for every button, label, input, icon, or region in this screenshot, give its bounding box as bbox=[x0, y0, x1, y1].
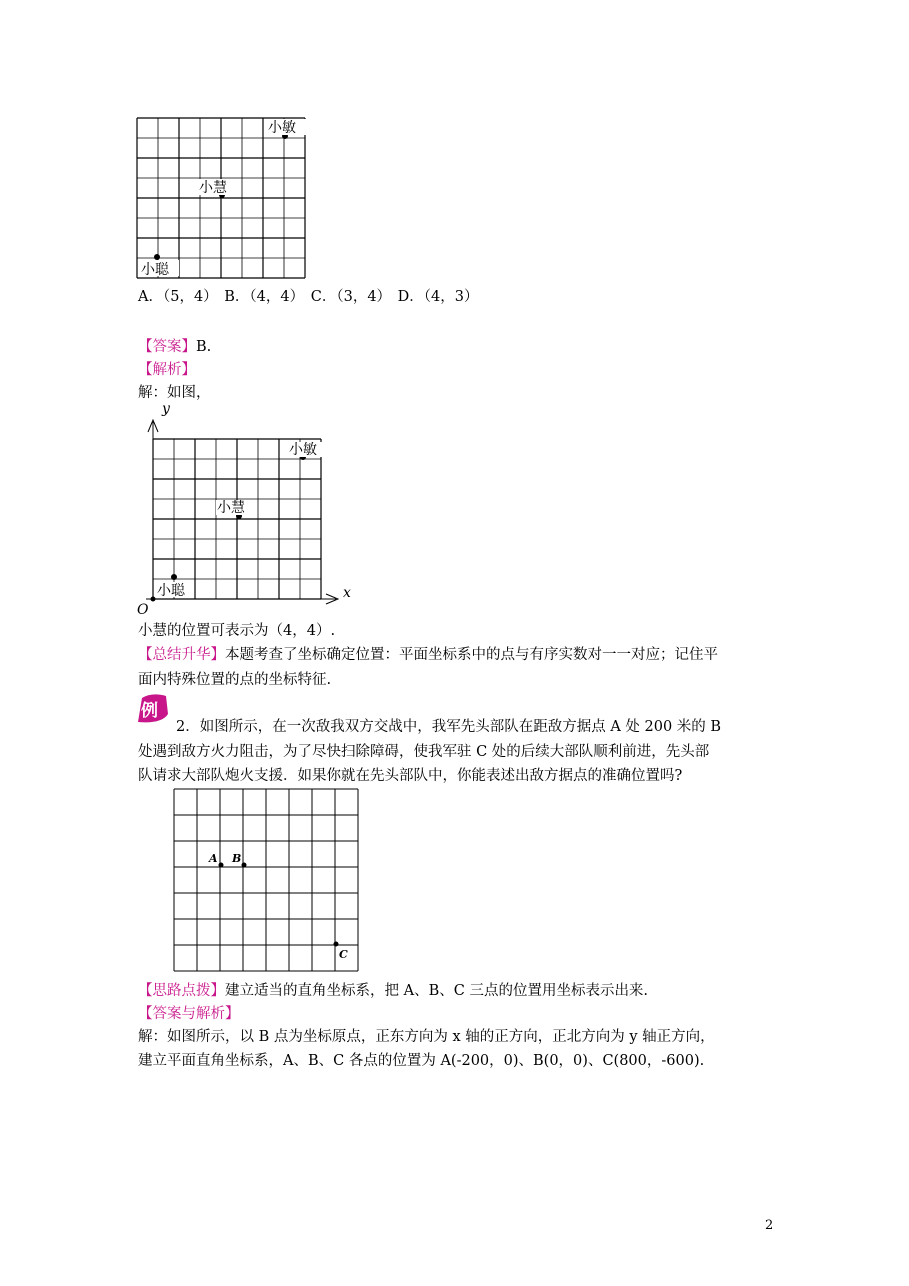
label-c: C bbox=[339, 948, 348, 961]
badge-label: 例 bbox=[141, 701, 158, 721]
answer-analysis-tag: 【答案与解析】 bbox=[138, 1006, 240, 1022]
options-row bbox=[138, 288, 478, 306]
axis-x-label: x bbox=[343, 585, 351, 601]
option-d: D．（4，3） bbox=[397, 289, 479, 305]
answer-tag: 【答案】 bbox=[138, 339, 196, 355]
label-b: B bbox=[232, 852, 242, 865]
solution1-intro: 解：如图， bbox=[138, 385, 211, 401]
analysis-tag: 【解析】 bbox=[138, 362, 196, 378]
example2-line2: 处遇到敌方火力阻击，为了尽快扫除障碍，使我军驻 C 处的后续大部队顺利前进，先头部 bbox=[138, 744, 710, 760]
point-xiaocong bbox=[154, 254, 160, 260]
origin-point bbox=[151, 597, 156, 602]
label-xiaomin: 小敏 bbox=[289, 442, 317, 458]
conclusion1: 小慧的位置可表示为（4，4）. bbox=[138, 623, 336, 639]
point-a bbox=[219, 863, 224, 868]
example2-line1: 2．如图所示，在一次敌我双方交战中，我军先头部队在距敌方据点 A 处 200 米的 B bbox=[176, 719, 722, 735]
answer-text: B. bbox=[196, 339, 212, 355]
label-xiaocong: 小聪 bbox=[157, 583, 185, 599]
label-xiaohui: 小慧 bbox=[217, 500, 245, 516]
example2-line3: 队请求大部队炮火支援．如果你就在先头部队中，你能表述出敌方据点的准确位置吗? bbox=[138, 768, 683, 784]
hint-line bbox=[138, 982, 648, 1000]
origin-label: O bbox=[137, 602, 149, 618]
hint-text: 建立适当的直角坐标系，把 A、B、C 三点的位置用坐标表示出来. bbox=[225, 983, 649, 999]
summary-text1: 本题考查了坐标确定位置：平面坐标系中的点与有序实数对一一对应；记住平 bbox=[225, 647, 718, 663]
example-badge-icon bbox=[134, 692, 170, 726]
label-xiaohui: 小慧 bbox=[199, 180, 227, 196]
summary-tag: 【总结升华】 bbox=[138, 647, 225, 663]
figure1-grid bbox=[136, 117, 308, 279]
figure2-coordinate-plane bbox=[132, 400, 362, 618]
option-c: C．（3，4） bbox=[310, 289, 392, 305]
point-xiaocong bbox=[171, 574, 177, 580]
figure3-grid bbox=[172, 787, 364, 975]
option-a: A．（5，4） bbox=[138, 289, 218, 305]
solution2-line1: 解：如图所示，以 B 点为坐标原点，正东方向为 x 轴的正方向，正北方向为 y 轴正方向， bbox=[138, 1029, 715, 1045]
hint-tag: 【思路点拨】 bbox=[138, 983, 225, 999]
option-b: B．（4，4） bbox=[224, 289, 305, 305]
label-a: A bbox=[209, 852, 218, 865]
point-c bbox=[334, 942, 339, 947]
label-xiaocong: 小聪 bbox=[141, 262, 169, 278]
label-xiaomin: 小敏 bbox=[268, 120, 296, 136]
solution2-line2: 建立平面直角坐标系，A、B、C 各点的位置为 A(-200，0)、B(0，0)、C(800，-600). bbox=[138, 1053, 705, 1069]
summary-line2: 面内特殊位置的点的坐标特征. bbox=[138, 672, 332, 688]
page-number: 2 bbox=[765, 1218, 774, 1233]
point-b bbox=[242, 863, 247, 868]
answer-line bbox=[138, 338, 211, 356]
summary-line1 bbox=[138, 646, 718, 664]
axis-y-label: y bbox=[162, 401, 170, 417]
